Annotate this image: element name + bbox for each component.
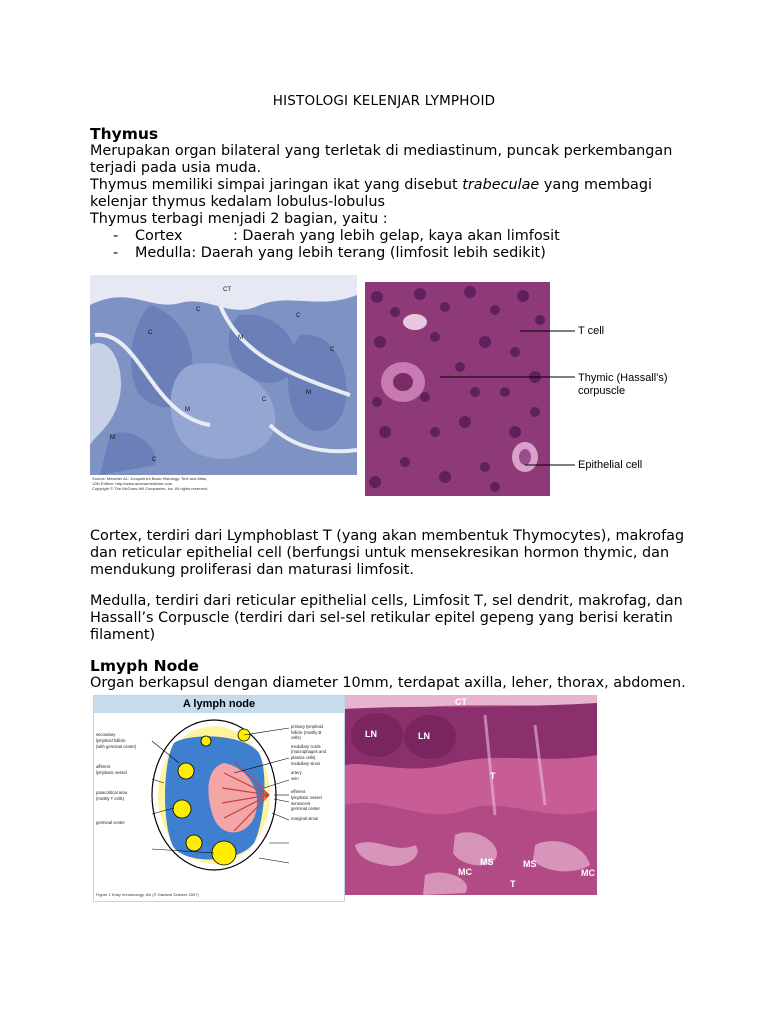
source-line: Source: Mescher AL: Junqueira's Basic Histology: Text and Atlas, <box>92 476 208 481</box>
label-line: corpuscle <box>578 385 626 397</box>
lymph-node-diagram <box>93 695 345 902</box>
thymus-micrograph-art <box>90 275 357 497</box>
list-term: Medulla <box>135 245 192 261</box>
callout-lines <box>440 320 580 480</box>
diagram-label: lymphatic vessel <box>96 770 127 775</box>
diagram-label: lymphoid follicle <box>96 738 126 743</box>
term-trabeculae: trabeculae <box>462 177 540 193</box>
text-line: Thymus terbagi menjadi 2 bagian, yaitu : <box>90 211 388 227</box>
diagram-label: paracortical area <box>96 790 128 795</box>
diagram-label: (macrophages and <box>291 749 326 755</box>
medulla-paragraph <box>90 593 710 644</box>
text-line <box>90 177 690 194</box>
label-c: C <box>152 457 157 463</box>
text-line: dan reticular epithelial cell (berfungsi untuk mensekresikan hormon thymic, dan <box>90 545 670 561</box>
copyright-line: Copyright © The McGraw-Hill Companies, Inc. All rights reserved. <box>92 486 209 491</box>
left-labels <box>96 732 151 826</box>
list-desc: : Daerah yang lebih terang (limfosit lebih sedikit) <box>191 245 546 261</box>
cortex-paragraph <box>90 528 710 579</box>
diagram-label: (mostly T cells) <box>96 796 124 801</box>
list-dash: - <box>113 245 119 261</box>
lymph-node-micrograph-art <box>345 695 597 895</box>
list-desc: : Daerah yang lebih gelap, kaya akan limfosit <box>233 228 560 244</box>
diagram-label: marginal sinus <box>291 815 318 821</box>
diagram-label: germinal center <box>291 806 320 812</box>
diagram-label: efferent <box>291 789 306 795</box>
diagram-label: senescent <box>291 800 311 806</box>
label-line: Thymic (Hassall's) <box>578 372 668 384</box>
lymph-node-paragraph: Organ berkapsul dengan diameter 10mm, terdapat axilla, leher, thorax, abdomen. <box>90 675 686 691</box>
spacer <box>291 781 343 789</box>
text-line: Medulla, terdiri dari reticular epithelial cells, Limfosit T, sel dendrit, makrofag, dan <box>90 593 683 609</box>
diagram-label: germinal center <box>96 820 125 825</box>
label-c: C <box>330 347 335 353</box>
text-span: yang membagi <box>539 177 652 193</box>
diagram-label: follicle (mostly B <box>291 729 322 735</box>
diagram-label: medullary sinus <box>291 760 321 766</box>
text-line: Hassall’s Corpuscle (terdiri dari sel-sel retikular epitel gepeng yang berisi keratin <box>90 610 673 626</box>
label-mc: MC <box>458 867 472 877</box>
thymus-micrograph <box>90 275 357 497</box>
diagram-label: secondary <box>96 732 116 737</box>
lymph-node-micrograph <box>345 695 597 895</box>
text-line: Cortex, terdiri dari Lymphoblast T (yang akan membentuk Thymocytes), makrofag <box>90 528 685 544</box>
diagram-label: (with germinal center) <box>96 744 137 749</box>
spacer <box>96 802 151 820</box>
spacer <box>96 776 151 790</box>
label-m: M <box>110 435 115 441</box>
label-t-cell: T cell <box>578 325 605 337</box>
lymph-node-heading: Lmyph Node <box>90 657 199 675</box>
text-span: Thymus memiliki simpai jaringan ikat yang disebut <box>90 177 463 193</box>
diagram-title: A lymph node <box>94 696 344 713</box>
label-ln: LN <box>365 729 377 739</box>
text-line: filament) <box>90 627 156 643</box>
spacer <box>96 750 151 764</box>
list-item <box>113 245 560 262</box>
diagram-caption: Figure 1 Kuby Immunology, 6/e (© Garland Science 2007) <box>96 892 199 897</box>
page-title: HISTOLOGI KELENJAR LYMPHOID <box>272 93 496 109</box>
label-ms: MS <box>523 859 537 869</box>
diagram-label: cells) <box>291 735 301 741</box>
list-dash: - <box>113 228 119 244</box>
source-line: 12th Edition: http://www.accessmedicine.com <box>92 481 173 486</box>
label-t: T <box>490 771 496 781</box>
text-line: Merupakan organ bilateral yang terletak di mediastinum, puncak perkembangan <box>90 143 673 159</box>
list-term: Cortex <box>135 228 183 244</box>
thymus-heading: Thymus <box>90 125 159 143</box>
label-c: C <box>296 313 301 319</box>
thymus-parts-list <box>113 228 560 262</box>
label-c: C <box>196 307 201 313</box>
label-c: C <box>262 397 267 403</box>
label-ct: CT <box>223 287 231 293</box>
list-item <box>113 228 560 245</box>
label-ct: CT <box>455 697 467 707</box>
text-line: terjadi pada usia muda. <box>90 160 262 176</box>
diagram-label: medullary cords <box>291 743 321 749</box>
label-m: M <box>238 335 243 341</box>
diagram-label: primary lymphoid <box>291 724 323 729</box>
label-ln: LN <box>418 731 430 741</box>
label-ms: MS <box>480 857 494 867</box>
diagram-label: lymphatic vessel <box>291 794 322 800</box>
text-line: mendukung proliferasi dan maturasi limfosit. <box>90 562 414 578</box>
diagram-label: plasma cells) <box>291 754 316 760</box>
text-line: kelenjar thymus kedalam lobulus-lobulus <box>90 194 386 210</box>
label-m: M <box>306 390 311 396</box>
label-t: T <box>510 879 516 889</box>
label-c: C <box>148 330 153 336</box>
right-labels <box>291 724 343 821</box>
diagram-label: afferent <box>96 764 111 769</box>
diagram-label: artery <box>291 770 302 776</box>
diagram-label: vein <box>291 775 299 781</box>
figure-source <box>92 476 208 491</box>
thymus-paragraph <box>90 143 690 228</box>
label-m: M <box>185 407 190 413</box>
label-epithelial-cell: Epithelial cell <box>578 459 643 471</box>
label-mc: MC <box>581 868 595 878</box>
label-hassall <box>578 372 668 398</box>
